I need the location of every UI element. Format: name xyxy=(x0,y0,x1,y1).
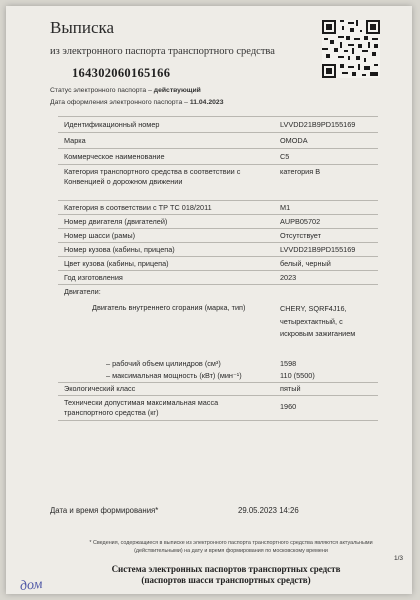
page-number: 1/3 xyxy=(394,555,404,562)
issue-label: Дата оформления электронного паспорта xyxy=(50,99,183,106)
table-divider xyxy=(58,132,378,133)
status-value: действующий xyxy=(153,87,201,94)
table-divider xyxy=(58,382,378,383)
system-line-2: (паспортов шасси транспортных средств) xyxy=(141,575,311,585)
table-divider xyxy=(58,395,378,396)
table-divider xyxy=(58,228,378,229)
system-line-1: Система электронных паспортов транспортных средств xyxy=(111,564,341,574)
document-number: 164302060165166 xyxy=(72,66,171,80)
table-divider xyxy=(58,256,378,257)
handwritten-note: дом xyxy=(19,576,44,595)
table-divider xyxy=(58,164,378,165)
status-label: Статус электронного паспорта xyxy=(50,87,147,94)
table-divider xyxy=(58,148,378,149)
generated-value: 29.05.2023 14:26 xyxy=(238,506,299,515)
table-divider xyxy=(58,420,378,421)
document-sheet: Выписка из электронного паспорта транспортного средства 164302060165166 Статус электронного паспорта – действующий Дата оформления электронного паспорта – 11.04.2023 Идентификационный номер LVVDD21B9PD155169 Марка OMODA Коммерческое наименование C5 Категория транспортного средства в соответствии с Конвенцией о дорожном движении категория B Категория в соответствии с ТР ТС 018/2011 M1 Номер двигателя (двигателей) AUPB05702 Номер шасси (рамы) Отсутствует Номер кузова (кабины, прицепа) LVVDD21B9PD155169 Цвет кузова (кабины, прицепа) белый, черный Год изготовления 2023 Двигатели: Двигатель внутреннего сгорания (марка, тип) CHERY, SQRF4J16, четырехтактный, с искровым зажиганием – рабочий объем цилиндров (см³) 1598 – максимальная мощность (кВт) (мин⁻¹) 110 (5500) Экологический класс пятый Технически допустимая максимальная масса транспортного средства (кг) 1960 Дата и время формирования* 29.05.2023 14:26 * Сведения, содержащиеся в выписке из электронного паспорта транспортного средства являются актуальными (действительными) на дату и время формирования по московскому времени 1/3 Система электронных паспортов транспортных средств (паспортов шасси транспортных средств) дом xyxy=(6,6,412,594)
document-subtitle: из электронного паспорта транспортного средства xyxy=(50,46,275,57)
qr-code-icon xyxy=(322,20,380,78)
table-divider xyxy=(58,270,378,271)
table-divider xyxy=(58,214,378,215)
document-title: Выписка xyxy=(50,18,115,37)
table-divider xyxy=(58,200,378,201)
table-divider xyxy=(58,284,378,285)
issue-value: 11.04.2023 xyxy=(189,99,224,106)
issue-date-line: Дата оформления электронного паспорта – 11.04.2023 xyxy=(50,99,224,106)
table-divider xyxy=(58,242,378,243)
footnote: * Сведения, содержащиеся в выписке из электронного паспорта транспортного средства являются актуальными (действительными) на дату и время формирования по московскому времени xyxy=(89,540,373,554)
table-divider xyxy=(58,116,378,117)
system-name xyxy=(66,564,386,586)
status-line: Статус электронного паспорта – действующий xyxy=(50,87,201,94)
generated-label: Дата и время формирования* xyxy=(50,506,159,515)
